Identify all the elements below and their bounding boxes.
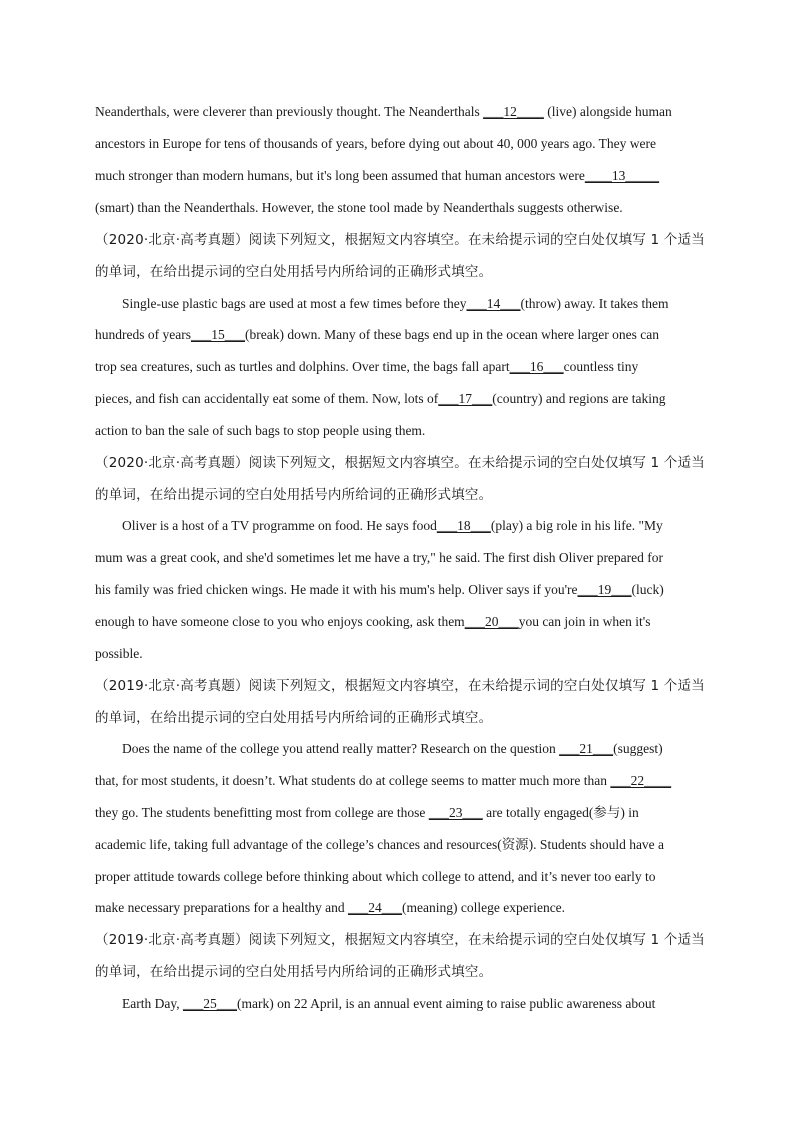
instruction-line <box>95 930 705 950</box>
text-segment: ancestors in Europe for tens of thousands of years, before dying out about 40, 000 years ago. They were <box>95 136 656 151</box>
answer-blank[interactable]: ___12____ <box>483 104 544 119</box>
answer-blank[interactable]: ___21___ <box>559 741 614 756</box>
passage-line <box>95 389 665 409</box>
text-segment: (luck) <box>631 582 664 597</box>
passage-line <box>95 357 638 377</box>
instruction-line <box>95 485 492 505</box>
text-segment: you can join in when it's <box>518 614 651 629</box>
text-segment: 的单词，在给出提示词的空白处用括号内所给词的正确形式填空。 <box>95 964 493 980</box>
text-segment: 的单词，在给出提示词的空白处用括号内所给词的正确形式填空。 <box>95 264 493 280</box>
text-segment: hundreds of years <box>95 327 191 342</box>
text-segment: make necessary preparations for a healthy and <box>95 900 349 915</box>
passage-line <box>95 198 623 218</box>
text-segment: that, for most students, it doesn’t. What students do at college seems to matter much more than <box>95 773 611 788</box>
passage-line <box>95 835 664 855</box>
answer-blank[interactable]: ___17___ <box>438 391 493 406</box>
text-segment: mum was a great cook, and she'd sometimes let me have a try," he said. The first dish Oliver prepared for <box>95 550 664 565</box>
text-segment: pieces, and fish can accidentally eat some of them. Now, lots of <box>95 391 439 406</box>
text-segment: they go. The students benefitting most from college are those <box>95 805 429 820</box>
answer-blank[interactable]: ___15___ <box>190 327 245 342</box>
answer-blank[interactable]: ___14___ <box>466 296 521 311</box>
passage-line <box>95 898 565 918</box>
text-segment: (live) alongside human <box>543 104 672 119</box>
instruction-line <box>95 676 705 696</box>
instruction-line <box>95 962 492 982</box>
text-segment: (suggest) <box>613 741 663 756</box>
text-segment: (country) and regions are taking <box>492 391 666 406</box>
answer-blank[interactable]: ___16___ <box>509 359 564 374</box>
text-segment: enough to have someone close to you who enjoys cooking, ask them <box>95 614 465 629</box>
answer-blank[interactable]: ___22____ <box>610 773 672 788</box>
passage-line <box>95 102 672 122</box>
text-segment: Oliver is a host of a TV programme on food. He says food <box>122 518 437 533</box>
passage-line <box>95 867 655 887</box>
text-segment: Earth Day, <box>122 996 183 1011</box>
text-segment: academic life, taking full advantage of the college’s chances and resources(资源). Students should have a <box>95 837 665 852</box>
text-segment: Neanderthals, were cleverer than previously thought. The Neanderthals <box>95 104 484 119</box>
text-segment: （2020·北京·高考真题）阅读下列短文，根据短文内容填空。在未给提示词的空白处仅填写 1 个适当 <box>95 232 705 248</box>
passage-line <box>95 612 650 632</box>
instruction-line <box>95 230 705 250</box>
passage-line <box>95 580 664 600</box>
answer-blank[interactable]: ___25___ <box>182 996 237 1011</box>
passage-line <box>122 294 668 314</box>
answer-blank[interactable]: ___23___ <box>428 805 483 820</box>
answer-blank[interactable]: ___18___ <box>436 518 491 533</box>
text-segment: much stronger than modern humans, but it's long been assumed that human ancestors were <box>95 168 585 183</box>
answer-blank[interactable]: ___20___ <box>464 614 519 629</box>
text-segment: Does the name of the college you attend really matter? Research on the question <box>122 741 560 756</box>
passage-line <box>122 994 655 1014</box>
passage-line <box>95 548 663 568</box>
instruction-line <box>95 262 492 282</box>
text-segment: (break) down. Many of these bags end up in the ocean where larger ones can <box>244 327 659 342</box>
passage-line <box>95 644 143 664</box>
passage-line <box>122 739 663 759</box>
passage-line <box>95 421 425 441</box>
text-segment: 的单词，在给出提示词的空白处用括号内所给词的正确形式填空。 <box>95 710 493 726</box>
text-segment: 的单词，在给出提示词的空白处用括号内所给词的正确形式填空。 <box>95 487 493 503</box>
text-segment: (play) a big role in his life. "My <box>490 518 663 533</box>
answer-blank[interactable]: ___19___ <box>577 582 632 597</box>
instruction-line <box>95 453 705 473</box>
text-segment: proper attitude towards college before thinking about which college to attend, and it’s never too early to <box>95 869 656 884</box>
text-segment: (throw) away. It takes them <box>520 296 669 311</box>
text-segment: his family was fried chicken wings. He made it with his mum's help. Oliver says if you're <box>95 582 578 597</box>
text-segment: (smart) than the Neanderthals. However, the stone tool made by Neanderthals suggests otherwise. <box>95 200 623 215</box>
passage-line <box>95 166 659 186</box>
passage-line <box>95 134 656 154</box>
passage-line <box>95 771 671 791</box>
text-segment: （2020·北京·高考真题）阅读下列短文，根据短文内容填空。在未给提示词的空白处仅填写 1 个适当 <box>95 455 705 471</box>
text-segment: trop sea creatures, such as turtles and dolphins. Over time, the bags fall apart <box>95 359 510 374</box>
text-segment: (mark) on 22 April, is an annual event aiming to raise public awareness about <box>236 996 656 1011</box>
text-segment: （2019·北京·高考真题）阅读下列短文，根据短文内容填空，在未给提示词的空白处仅填写 1 个适当 <box>95 932 705 948</box>
text-segment: action to ban the sale of such bags to stop people using them. <box>95 423 426 438</box>
text-segment: （2019·北京·高考真题）阅读下列短文，根据短文内容填空，在未给提示词的空白处仅填写 1 个适当 <box>95 678 705 694</box>
answer-blank[interactable]: ___24___ <box>348 900 403 915</box>
passage-line <box>95 325 659 345</box>
answer-blank[interactable]: ____13_____ <box>584 168 660 183</box>
text-segment: are totally engaged(参与) in <box>482 805 639 820</box>
text-segment: Single-use plastic bags are used at most a few times before they <box>122 296 467 311</box>
instruction-line <box>95 708 492 728</box>
text-segment: countless tiny <box>563 359 639 374</box>
passage-line <box>95 803 639 823</box>
passage-line <box>122 516 663 536</box>
text-segment: possible. <box>95 646 143 661</box>
text-segment: (meaning) college experience. <box>402 900 566 915</box>
